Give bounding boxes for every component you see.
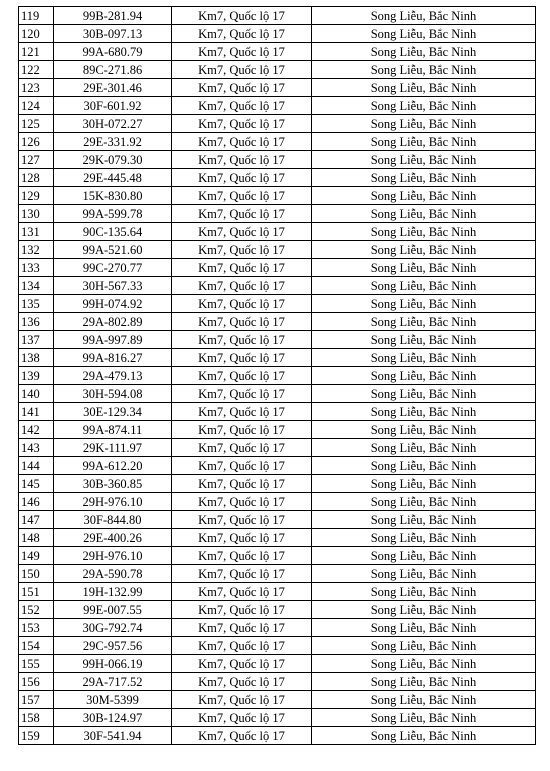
cell-unit: Song Liễu, Bắc Ninh (312, 403, 536, 421)
table-row (19, 259, 536, 277)
cell-stt: 137 (19, 331, 54, 349)
cell-stt: 154 (19, 637, 54, 655)
cell-unit: Song Liễu, Bắc Ninh (312, 331, 536, 349)
cell-unit: Song Liễu, Bắc Ninh (312, 673, 536, 691)
cell-plate: 99A-521.60 (54, 241, 172, 259)
cell-location: Km7, Quốc lộ 17 (172, 277, 312, 295)
cell-plate: 30F-541.94 (54, 727, 172, 745)
cell-plate: 30H-567.33 (54, 277, 172, 295)
table-row (19, 169, 536, 187)
cell-location: Km7, Quốc lộ 17 (172, 583, 312, 601)
cell-plate: 99H-066.19 (54, 655, 172, 673)
cell-unit: Song Liễu, Bắc Ninh (312, 133, 536, 151)
cell-plate: 29E-331.92 (54, 133, 172, 151)
cell-unit: Song Liễu, Bắc Ninh (312, 7, 536, 25)
cell-unit: Song Liễu, Bắc Ninh (312, 187, 536, 205)
cell-stt: 130 (19, 205, 54, 223)
cell-unit: Song Liễu, Bắc Ninh (312, 25, 536, 43)
cell-location: Km7, Quốc lộ 17 (172, 313, 312, 331)
cell-location: Km7, Quốc lộ 17 (172, 727, 312, 745)
cell-plate: 99E-007.55 (54, 601, 172, 619)
cell-stt: 141 (19, 403, 54, 421)
table-row (19, 727, 536, 745)
cell-plate: 29A-590.78 (54, 565, 172, 583)
cell-stt: 127 (19, 151, 54, 169)
table-row (19, 709, 536, 727)
cell-stt: 131 (19, 223, 54, 241)
cell-plate: 15K-830.80 (54, 187, 172, 205)
cell-unit: Song Liễu, Bắc Ninh (312, 61, 536, 79)
cell-plate: 99A-680.79 (54, 43, 172, 61)
cell-plate: 30B-097.13 (54, 25, 172, 43)
cell-location: Km7, Quốc lộ 17 (172, 655, 312, 673)
cell-plate: 99A-816.27 (54, 349, 172, 367)
cell-location: Km7, Quốc lộ 17 (172, 169, 312, 187)
cell-unit: Song Liễu, Bắc Ninh (312, 511, 536, 529)
table-row (19, 277, 536, 295)
cell-stt: 123 (19, 79, 54, 97)
cell-stt: 125 (19, 115, 54, 133)
cell-plate: 89C-271.86 (54, 61, 172, 79)
table-row (19, 43, 536, 61)
cell-location: Km7, Quốc lộ 17 (172, 241, 312, 259)
table-row (19, 241, 536, 259)
cell-location: Km7, Quốc lộ 17 (172, 43, 312, 61)
table-row (19, 331, 536, 349)
cell-plate: 99H-074.92 (54, 295, 172, 313)
cell-location: Km7, Quốc lộ 17 (172, 61, 312, 79)
cell-location: Km7, Quốc lộ 17 (172, 25, 312, 43)
cell-plate: 30F-601.92 (54, 97, 172, 115)
cell-unit: Song Liễu, Bắc Ninh (312, 241, 536, 259)
cell-stt: 121 (19, 43, 54, 61)
cell-plate: 29C-957.56 (54, 637, 172, 655)
cell-location: Km7, Quốc lộ 17 (172, 547, 312, 565)
table-row (19, 151, 536, 169)
cell-stt: 126 (19, 133, 54, 151)
cell-plate: 29H-976.10 (54, 493, 172, 511)
cell-location: Km7, Quốc lộ 17 (172, 133, 312, 151)
table-row (19, 457, 536, 475)
table-body (19, 7, 536, 745)
cell-location: Km7, Quốc lộ 17 (172, 403, 312, 421)
cell-location: Km7, Quốc lộ 17 (172, 259, 312, 277)
cell-unit: Song Liễu, Bắc Ninh (312, 727, 536, 745)
cell-stt: 159 (19, 727, 54, 745)
table-row (19, 475, 536, 493)
cell-unit: Song Liễu, Bắc Ninh (312, 655, 536, 673)
cell-stt: 133 (19, 259, 54, 277)
cell-unit: Song Liễu, Bắc Ninh (312, 43, 536, 61)
cell-stt: 147 (19, 511, 54, 529)
cell-unit: Song Liễu, Bắc Ninh (312, 601, 536, 619)
cell-stt: 150 (19, 565, 54, 583)
cell-plate: 29E-400.26 (54, 529, 172, 547)
cell-stt: 156 (19, 673, 54, 691)
cell-unit: Song Liễu, Bắc Ninh (312, 205, 536, 223)
cell-stt: 153 (19, 619, 54, 637)
cell-stt: 143 (19, 439, 54, 457)
cell-location: Km7, Quốc lộ 17 (172, 295, 312, 313)
cell-unit: Song Liễu, Bắc Ninh (312, 493, 536, 511)
cell-unit: Song Liễu, Bắc Ninh (312, 565, 536, 583)
cell-plate: 30H-594.08 (54, 385, 172, 403)
table-row (19, 619, 536, 637)
cell-unit: Song Liễu, Bắc Ninh (312, 169, 536, 187)
cell-stt: 135 (19, 295, 54, 313)
cell-unit: Song Liễu, Bắc Ninh (312, 691, 536, 709)
table-row (19, 493, 536, 511)
cell-unit: Song Liễu, Bắc Ninh (312, 457, 536, 475)
cell-plate: 90C-135.64 (54, 223, 172, 241)
cell-unit: Song Liễu, Bắc Ninh (312, 79, 536, 97)
cell-location: Km7, Quốc lộ 17 (172, 709, 312, 727)
table-row (19, 439, 536, 457)
cell-stt: 122 (19, 61, 54, 79)
cell-plate: 29K-079.30 (54, 151, 172, 169)
cell-plate: 30M-5399 (54, 691, 172, 709)
cell-stt: 140 (19, 385, 54, 403)
cell-stt: 138 (19, 349, 54, 367)
cell-stt: 148 (19, 529, 54, 547)
cell-unit: Song Liễu, Bắc Ninh (312, 547, 536, 565)
table-row (19, 25, 536, 43)
table-row (19, 133, 536, 151)
cell-location: Km7, Quốc lộ 17 (172, 565, 312, 583)
cell-stt: 155 (19, 655, 54, 673)
cell-plate: 19H-132.99 (54, 583, 172, 601)
cell-location: Km7, Quốc lộ 17 (172, 493, 312, 511)
cell-location: Km7, Quốc lộ 17 (172, 511, 312, 529)
cell-unit: Song Liễu, Bắc Ninh (312, 295, 536, 313)
table-row (19, 583, 536, 601)
cell-plate: 29H-976.10 (54, 547, 172, 565)
table-row (19, 295, 536, 313)
cell-location: Km7, Quốc lộ 17 (172, 97, 312, 115)
cell-unit: Song Liễu, Bắc Ninh (312, 97, 536, 115)
cell-location: Km7, Quốc lộ 17 (172, 385, 312, 403)
table-row (19, 313, 536, 331)
cell-location: Km7, Quốc lộ 17 (172, 637, 312, 655)
cell-location: Km7, Quốc lộ 17 (172, 115, 312, 133)
cell-plate: 99C-270.77 (54, 259, 172, 277)
table-row (19, 187, 536, 205)
cell-unit: Song Liễu, Bắc Ninh (312, 583, 536, 601)
cell-stt: 142 (19, 421, 54, 439)
cell-stt: 136 (19, 313, 54, 331)
cell-plate: 29E-445.48 (54, 169, 172, 187)
table-row (19, 79, 536, 97)
cell-location: Km7, Quốc lộ 17 (172, 601, 312, 619)
cell-location: Km7, Quốc lộ 17 (172, 151, 312, 169)
cell-stt: 139 (19, 367, 54, 385)
table-row (19, 223, 536, 241)
cell-unit: Song Liễu, Bắc Ninh (312, 313, 536, 331)
cell-stt: 119 (19, 7, 54, 25)
table-row (19, 547, 536, 565)
cell-unit: Song Liễu, Bắc Ninh (312, 619, 536, 637)
cell-location: Km7, Quốc lộ 17 (172, 7, 312, 25)
cell-plate: 30H-072.27 (54, 115, 172, 133)
table-row (19, 205, 536, 223)
table-row (19, 637, 536, 655)
table-row (19, 403, 536, 421)
table-row (19, 565, 536, 583)
cell-location: Km7, Quốc lộ 17 (172, 205, 312, 223)
cell-unit: Song Liễu, Bắc Ninh (312, 367, 536, 385)
cell-stt: 134 (19, 277, 54, 295)
cell-unit: Song Liễu, Bắc Ninh (312, 115, 536, 133)
cell-unit: Song Liễu, Bắc Ninh (312, 421, 536, 439)
cell-location: Km7, Quốc lộ 17 (172, 439, 312, 457)
cell-plate: 29K-111.97 (54, 439, 172, 457)
table-row (19, 601, 536, 619)
cell-plate: 29A-717.52 (54, 673, 172, 691)
cell-plate: 29E-301.46 (54, 79, 172, 97)
cell-plate: 99A-874.11 (54, 421, 172, 439)
cell-plate: 99A-997.89 (54, 331, 172, 349)
table-row (19, 511, 536, 529)
cell-stt: 129 (19, 187, 54, 205)
cell-location: Km7, Quốc lộ 17 (172, 421, 312, 439)
cell-stt: 132 (19, 241, 54, 259)
cell-stt: 145 (19, 475, 54, 493)
table-row (19, 349, 536, 367)
cell-location: Km7, Quốc lộ 17 (172, 367, 312, 385)
table-row (19, 673, 536, 691)
table-row (19, 115, 536, 133)
cell-plate: 29A-802.89 (54, 313, 172, 331)
cell-unit: Song Liễu, Bắc Ninh (312, 151, 536, 169)
cell-location: Km7, Quốc lộ 17 (172, 673, 312, 691)
cell-plate: 99A-612.20 (54, 457, 172, 475)
cell-unit: Song Liễu, Bắc Ninh (312, 349, 536, 367)
cell-location: Km7, Quốc lộ 17 (172, 619, 312, 637)
cell-stt: 152 (19, 601, 54, 619)
cell-stt: 146 (19, 493, 54, 511)
table-row (19, 529, 536, 547)
table-row (19, 421, 536, 439)
cell-location: Km7, Quốc lộ 17 (172, 223, 312, 241)
cell-unit: Song Liễu, Bắc Ninh (312, 529, 536, 547)
cell-location: Km7, Quốc lộ 17 (172, 349, 312, 367)
table-row (19, 367, 536, 385)
cell-location: Km7, Quốc lộ 17 (172, 475, 312, 493)
cell-stt: 158 (19, 709, 54, 727)
cell-unit: Song Liễu, Bắc Ninh (312, 439, 536, 457)
cell-unit: Song Liễu, Bắc Ninh (312, 259, 536, 277)
cell-location: Km7, Quốc lộ 17 (172, 187, 312, 205)
cell-location: Km7, Quốc lộ 17 (172, 691, 312, 709)
cell-unit: Song Liễu, Bắc Ninh (312, 277, 536, 295)
cell-stt: 151 (19, 583, 54, 601)
cell-unit: Song Liễu, Bắc Ninh (312, 475, 536, 493)
violations-table (18, 6, 536, 745)
cell-plate: 30E-129.34 (54, 403, 172, 421)
cell-plate: 30F-844.80 (54, 511, 172, 529)
cell-plate: 29A-479.13 (54, 367, 172, 385)
cell-location: Km7, Quốc lộ 17 (172, 529, 312, 547)
cell-plate: 30B-360.85 (54, 475, 172, 493)
table-row (19, 97, 536, 115)
cell-location: Km7, Quốc lộ 17 (172, 457, 312, 475)
cell-location: Km7, Quốc lộ 17 (172, 79, 312, 97)
table-row (19, 7, 536, 25)
cell-stt: 128 (19, 169, 54, 187)
cell-plate: 99B-281.94 (54, 7, 172, 25)
cell-unit: Song Liễu, Bắc Ninh (312, 385, 536, 403)
cell-plate: 30G-792.74 (54, 619, 172, 637)
table-row (19, 655, 536, 673)
cell-unit: Song Liễu, Bắc Ninh (312, 223, 536, 241)
cell-plate: 30B-124.97 (54, 709, 172, 727)
cell-stt: 124 (19, 97, 54, 115)
table-row (19, 61, 536, 79)
cell-stt: 149 (19, 547, 54, 565)
cell-stt: 157 (19, 691, 54, 709)
table-row (19, 385, 536, 403)
cell-stt: 144 (19, 457, 54, 475)
table-row (19, 691, 536, 709)
cell-location: Km7, Quốc lộ 17 (172, 331, 312, 349)
cell-plate: 99A-599.78 (54, 205, 172, 223)
cell-stt: 120 (19, 25, 54, 43)
cell-unit: Song Liễu, Bắc Ninh (312, 637, 536, 655)
cell-unit: Song Liễu, Bắc Ninh (312, 709, 536, 727)
